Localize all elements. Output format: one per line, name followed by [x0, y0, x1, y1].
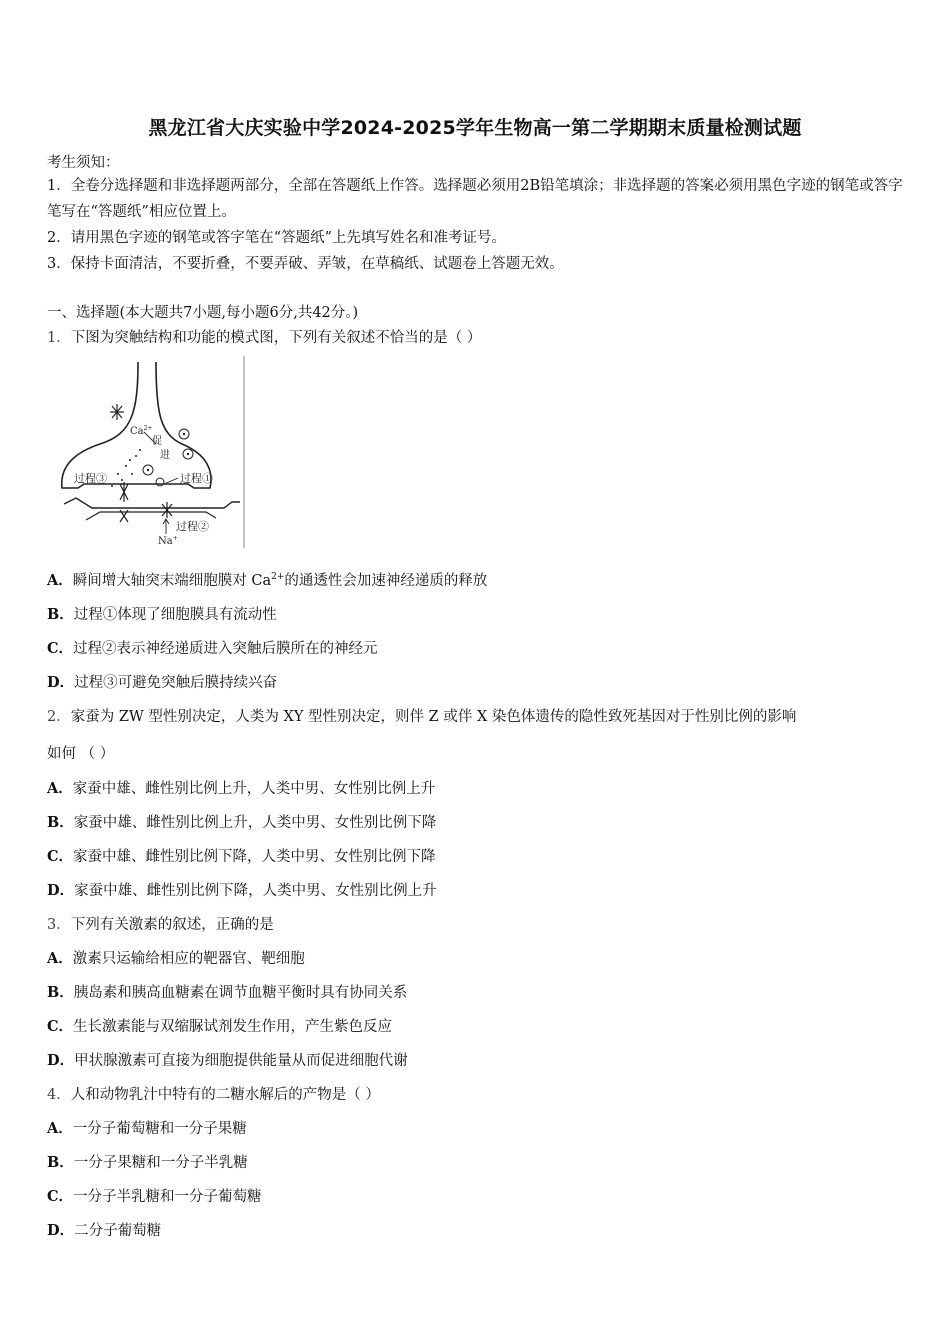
option-letter: B．	[47, 1154, 74, 1171]
option-text: 一分子葡萄糖和一分子果糖	[72, 1121, 247, 1137]
option-text: 过程③可避免突触后膜持续兴奋	[74, 675, 278, 691]
promote-label-1: 促	[152, 436, 162, 447]
option-text: 家蚕中雄、雌性别比例下降，人类中男、女性别比例下降	[73, 849, 436, 865]
option-text: 过程①体现了细胞膜具有流动性	[73, 607, 277, 623]
question-4-option-b[interactable]	[47, 1151, 248, 1172]
option-letter: A．	[47, 1120, 73, 1137]
option-text: 瞬间增大轴突末端细胞膜对 Ca	[72, 573, 272, 589]
ca-label: $Ca^{2+}$	[130, 425, 153, 437]
option-text: 家蚕中雄、雌性别比例上升，人类中男、女性别比例上升	[72, 781, 436, 797]
option-letter: B．	[47, 606, 74, 623]
process-2-label: 过程②	[176, 520, 209, 533]
question-3-option-c[interactable]	[47, 1015, 392, 1036]
option-letter: A．	[47, 780, 73, 797]
question-2-option-a[interactable]	[47, 777, 435, 798]
question-stem: 家蚕为 ZW 型性别决定，人类为 XY 型性别决定，则伴 Z 或伴 X 染色体遗传的隐性致死基因对于性别比例的影响	[70, 709, 797, 725]
option-sup: 2+	[271, 572, 285, 583]
option-text: 一分子果糖和一分子半乳糖	[73, 1155, 248, 1171]
question-1	[47, 326, 481, 347]
notice-heading: 考生须知：	[47, 155, 120, 171]
section-heading: 一、选择题(本大题共7小题,每小题6分,共42分。)	[47, 305, 359, 321]
question-4-option-d[interactable]	[47, 1219, 161, 1240]
notice-item-3: 3．保持卡面清洁，不要折叠，不要弄破、弄皱，在草稿纸、试题卷上答题无效。	[47, 256, 564, 272]
option-letter: B．	[47, 984, 74, 1001]
option-text: 家蚕中雄、雌性别比例上升，人类中男、女性别比例下降	[73, 815, 437, 831]
question-stem: 下列有关激素的叙述，正确的是	[70, 917, 274, 933]
option-letter: D．	[47, 1222, 75, 1239]
option-text: 一分子半乳糖和一分子葡萄糖	[73, 1189, 262, 1205]
process-1-label: 过程①	[180, 472, 213, 485]
process-3-label: 过程③	[74, 472, 107, 485]
question-number: 2．	[47, 709, 71, 725]
option-letter: D．	[47, 1052, 75, 1069]
option-text: 二分子葡萄糖	[74, 1223, 162, 1239]
question-2-option-d[interactable]	[47, 879, 437, 900]
question-4	[47, 1083, 380, 1104]
option-text: 生长激素能与双缩脲试剂发生作用，产生紫色反应	[73, 1019, 393, 1035]
question-4-option-a[interactable]	[47, 1117, 247, 1138]
option-text: 家蚕中雄、雌性别比例下降，人类中男、女性别比例上升	[74, 883, 437, 899]
question-2-stem-cont: 如何 （ ）	[47, 746, 115, 762]
question-number: 3．	[47, 917, 71, 933]
notice-item-1: 1．全卷分选择题和非选择题两部分，全部在答题纸上作答。选择题必须用2B铅笔填涂；非选择题的答案必须用黑色字迹的钢笔或答字笔写在“答题纸”相应位置上。	[47, 178, 903, 220]
promote-label-2: 进	[160, 450, 170, 461]
page-title: 黑龙江省大庆实验中学2024-2025学年生物高一第二学期期末质量检测试题	[148, 117, 802, 139]
notice-item-2: 2．请用黑色字迹的钢笔或答字笔在“答题纸”上先填写姓名和准考证号。	[47, 230, 507, 246]
option-letter: A．	[47, 950, 73, 967]
question-2	[47, 705, 796, 726]
question-1-option-a[interactable]	[47, 569, 487, 590]
option-letter: B．	[47, 814, 74, 831]
question-3-option-a[interactable]	[47, 947, 305, 968]
option-letter: D．	[47, 882, 75, 899]
option-text: 激素只运输给相应的靶器官、靶细胞	[72, 951, 305, 967]
question-1-option-b[interactable]	[47, 603, 277, 624]
option-letter: C．	[47, 640, 74, 657]
question-stem: 下图为突触结构和功能的模式图，下列有关叙述不恰当的是（ ）	[70, 330, 482, 346]
question-number: 1．	[47, 330, 71, 346]
question-3-option-b[interactable]	[47, 981, 407, 1002]
question-2-option-b[interactable]	[47, 811, 436, 832]
question-4-option-c[interactable]	[47, 1185, 262, 1206]
option-letter: A．	[47, 572, 73, 589]
option-letter: C．	[47, 1018, 74, 1035]
option-letter: C．	[47, 848, 74, 865]
na-label: Na+	[158, 535, 178, 547]
question-3-option-d[interactable]	[47, 1049, 408, 1070]
option-text: 胰岛素和胰高血糖素在调节血糖平衡时具有协同关系	[73, 985, 408, 1001]
option-text: 甲状腺激素可直接为细胞提供能量从而促进细胞代谢	[74, 1053, 408, 1069]
question-stem: 人和动物乳汁中特有的二糖水解后的产物是（ ）	[70, 1087, 380, 1103]
synapse-diagram	[56, 352, 248, 548]
option-text: 的通透性会加速神经递质的释放	[284, 573, 488, 589]
question-1-option-d[interactable]	[47, 671, 277, 692]
option-letter: C．	[47, 1188, 74, 1205]
option-text: 过程②表示神经递质进入突触后膜所在的神经元	[73, 641, 378, 657]
question-1-option-c[interactable]	[47, 637, 378, 658]
question-number: 4．	[47, 1087, 71, 1103]
question-3	[47, 913, 274, 934]
question-2-option-c[interactable]	[47, 845, 436, 866]
option-letter: D．	[47, 674, 75, 691]
